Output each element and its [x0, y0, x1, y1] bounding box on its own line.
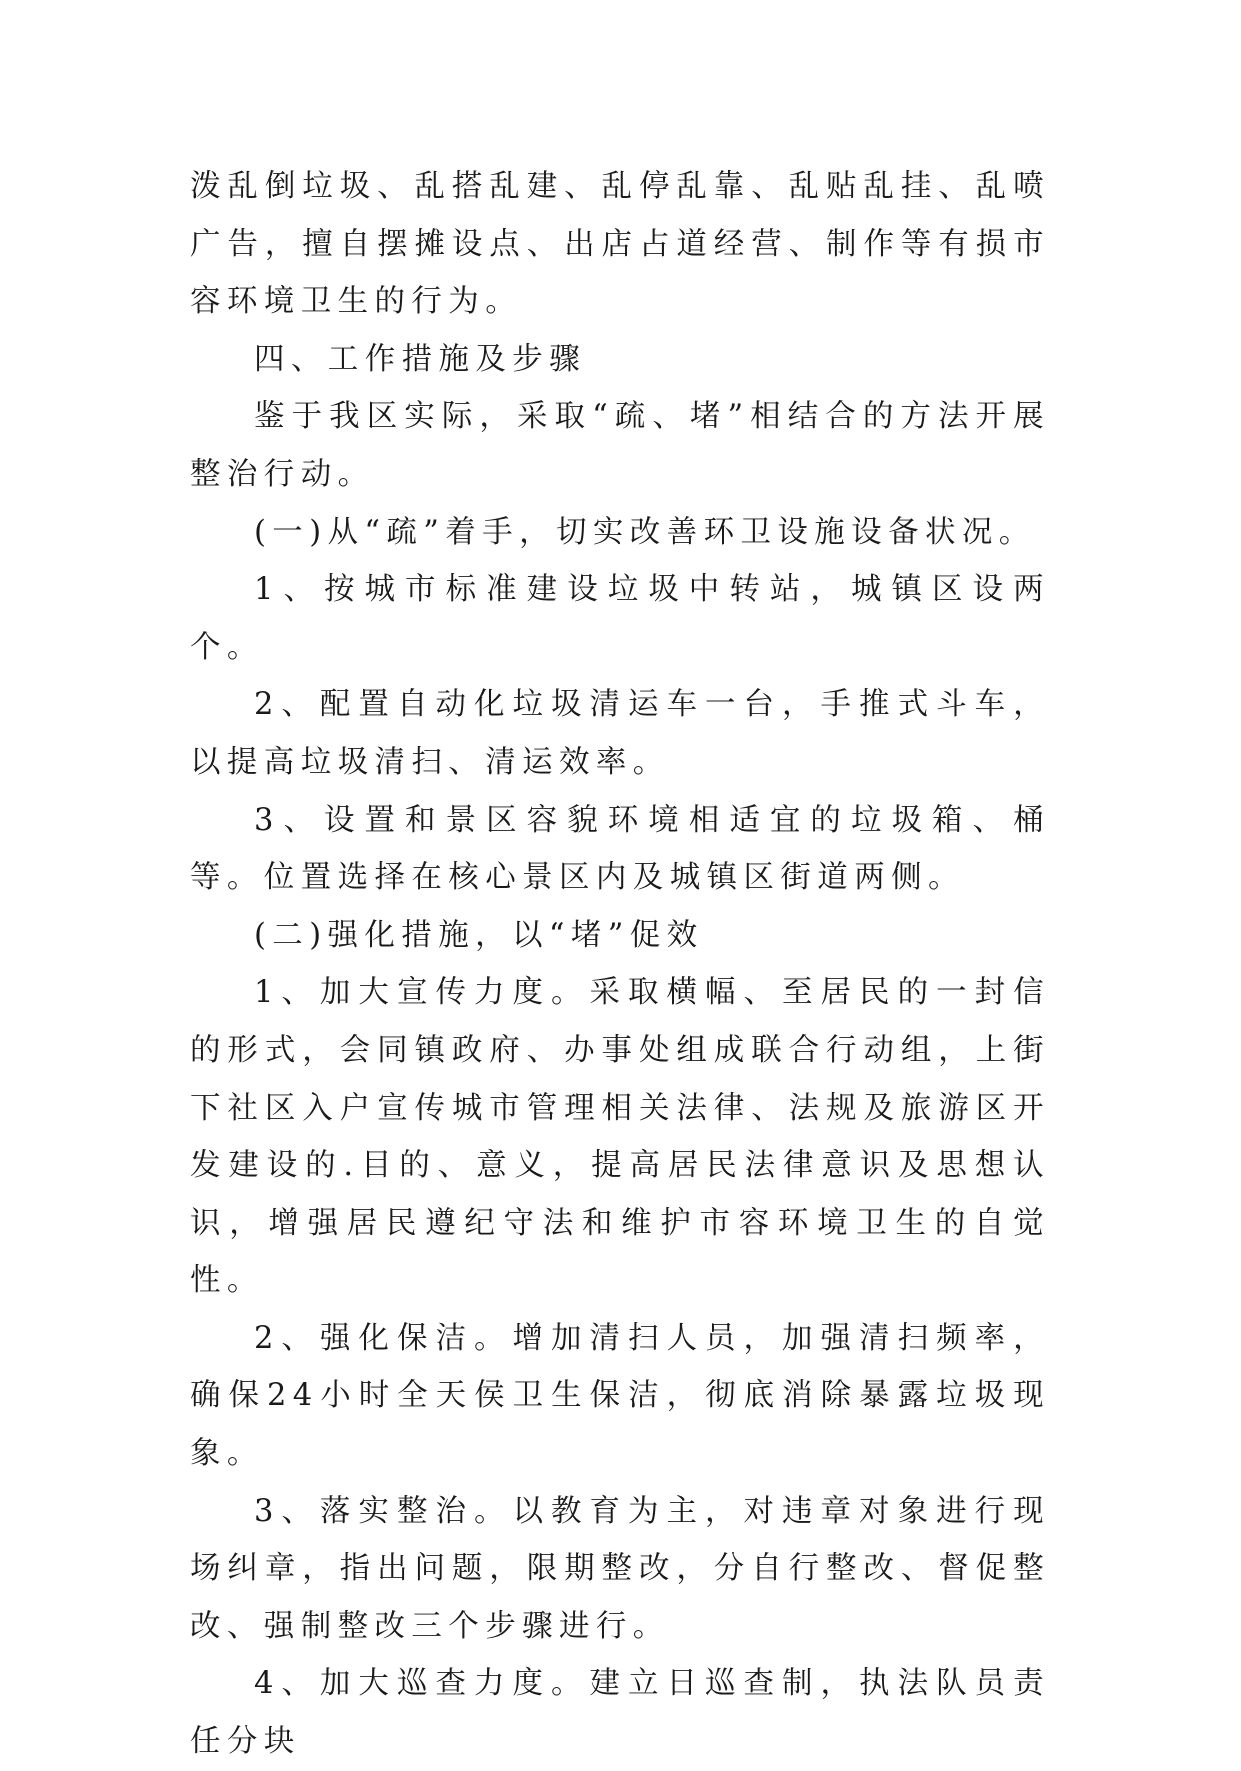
list-item: 2、配置自动化垃圾清运车一台，手推式斗车，以提高垃圾清扫、清运效率。: [190, 687, 1050, 780]
list-item: 1、加大宣传力度。采取横幅、至居民的一封信的形式，会同镇政府、办事处组成联合行动组，上街下社区入户宣传城市管理相关法律、法规及旅游区开发建设的.目的、意义，提高居民法律意识及思想认识，增强居民遵纪守法和维护市容环境卫生的自觉性。: [190, 975, 1050, 1299]
document-body: [190, 158, 1050, 1771]
paragraph: 鉴于我区实际，采取“疏、堵”相结合的方法开展整治行动。: [190, 399, 1050, 492]
list-item: 3、落实整治。以教育为主，对违章对象进行现场纠章，指出问题，限期整改，分自行整改、督促整改、强制整改三个步骤进行。: [190, 1493, 1050, 1644]
subsection-heading: (一)从“疏”着手，切实改善环卫设施设备状况。: [254, 514, 1036, 550]
list-item: 4、加大巡查力度。建立日巡查制，执法队员责任分块: [190, 1666, 1050, 1760]
section-heading: 四、工作措施及步骤: [254, 341, 587, 377]
list-item: 3、设置和景区容貌环境相适宜的垃圾箱、桶等。位置选择在核心景区内及城镇区街道两侧。: [190, 802, 1050, 896]
paragraph: 泼乱倒垃圾、乱搭乱建、乱停乱靠、乱贴乱挂、乱喷广告，擅自摆摊设点、出店占道经营、制作等有损市容环境卫生的行为。: [190, 169, 1050, 320]
list-item: 2、强化保洁。增加清扫人员，加强清扫频率，确保24小时全天侯卫生保洁，彻底消除暴露垃圾现象。: [190, 1320, 1050, 1472]
subsection-heading: (二)强化措施，以“堵”促效: [254, 917, 704, 953]
list-item: 1、按城市标准建设垃圾中转站，城镇区设两个。: [190, 572, 1050, 665]
